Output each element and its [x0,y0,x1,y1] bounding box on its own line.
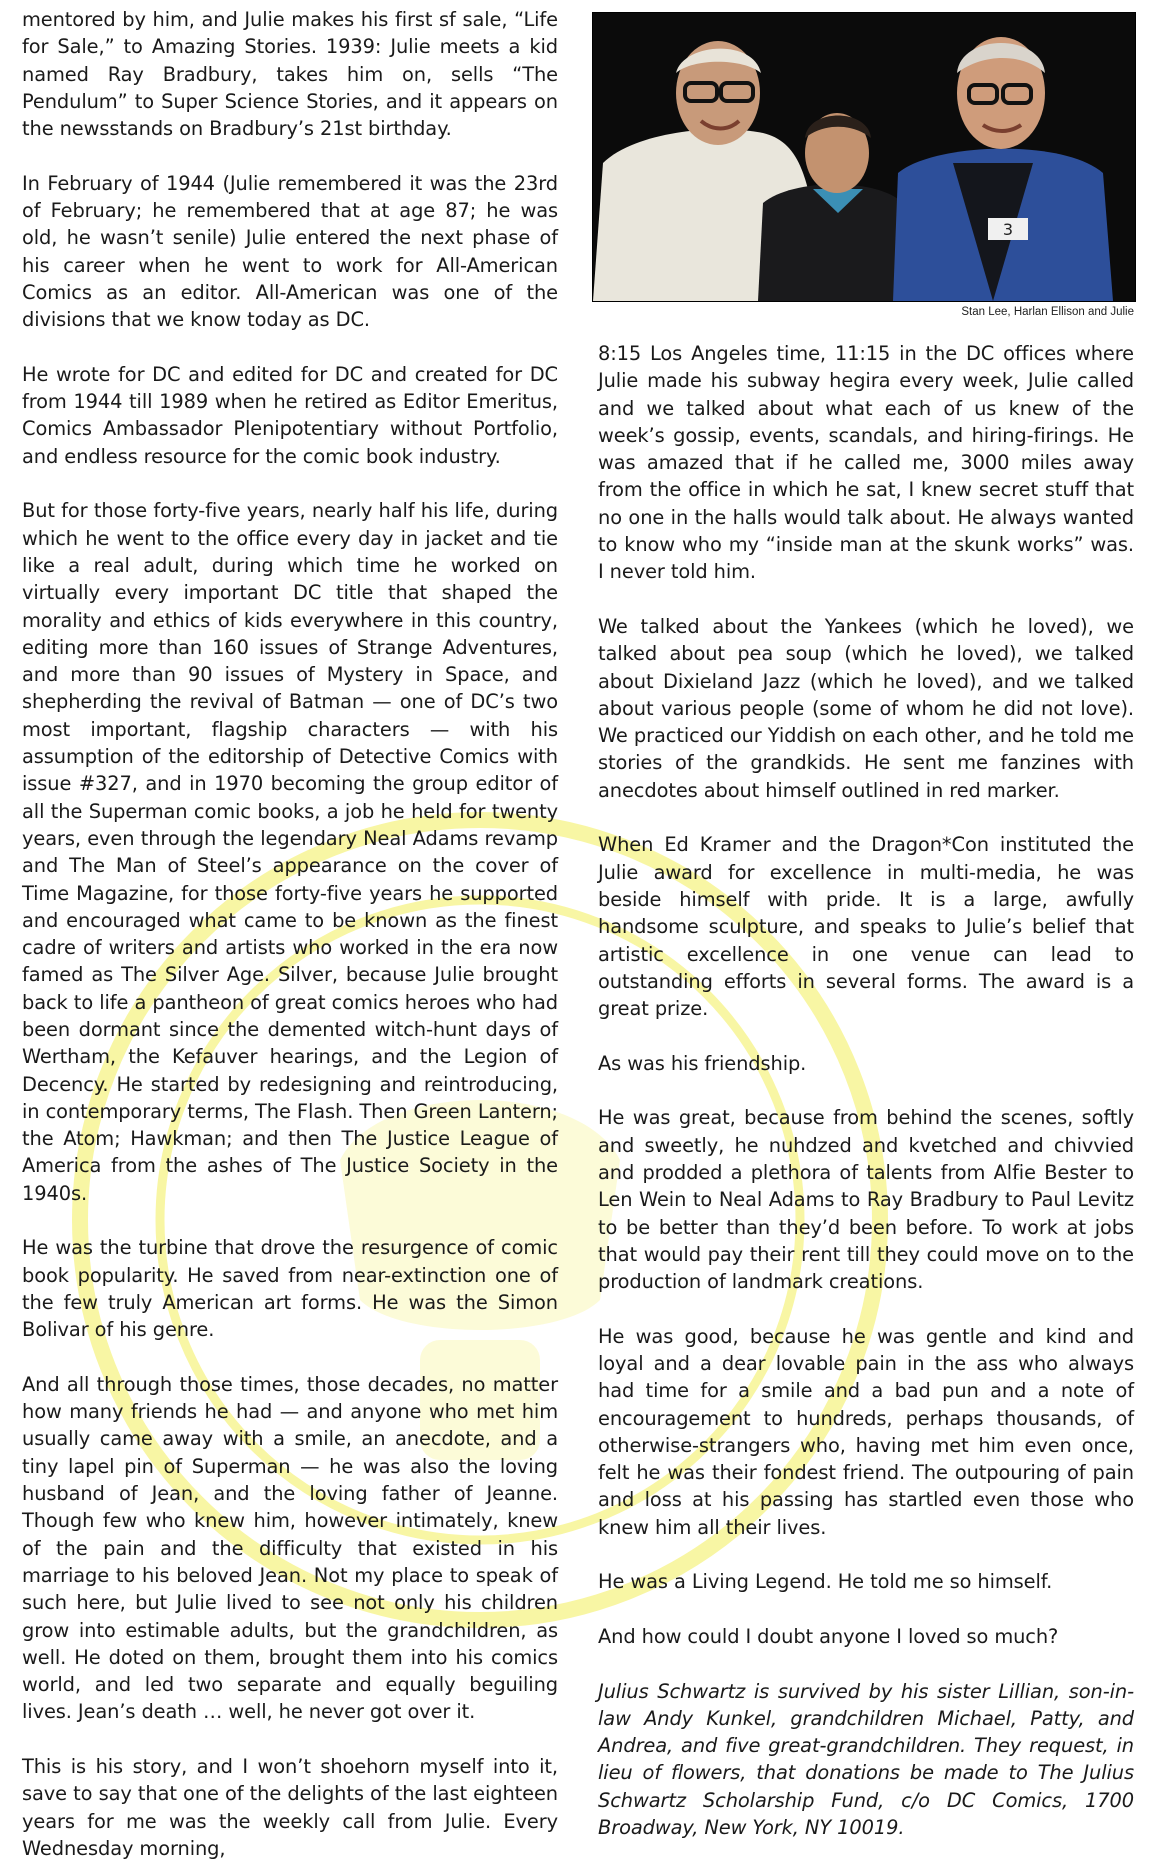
paragraph: And all through those times, those decades, no matter how many friends he had — and anyone who met him usually came away with a smile, an anecdote, and a tiny lapel pin of Superman — he was also the loving husband of Jean, and the loving father of Jeanne. Though few who knew him, however intimately, knew of the pain and the difficulty that existed in his marriage to his beloved Jean. Not my place to speak of such here, but Julie lived to see not only his children grow into estimable adults, but the grandchildren, as well. He doted on them, brought them into his comics world, and led two separate and equally beguiling lives. Jean’s death … well, he never got over it. [22,1372,558,1724]
badge-number: 3 [1002,220,1014,239]
paragraph: We talked about the Yankees (which he loved), we talked about pea soup (which he loved), we talked about Dixieland Jazz (which he loved), and we talked about various people (some of whom he did not love). We practiced our Yiddish on each other, and he told me stories of the grandkids. He sent me fanzines with anecdotes about himself outlined in red marker. [598,614,1134,802]
paragraph: In February of 1944 (Julie remembered it was the 23rd of February; he remembered that at age 87; he was old, he wasn’t senile) Julie entered the next phase of his career when he went to work for All-American Comics as an editor. All-American was one of the divisions that we know today as DC. [22,171,558,332]
left-column [22,6,558,1862]
paragraph: 8:15 Los Angeles time, 11:15 in the DC offices where Julie made his subway hegira every week, Julie called and we talked about what each of us knew of the week’s gossip, events, scandals, and hiring-firings. He was amazed that if he called me, 3000 miles away from the office in which he sat, I knew secret stuff that no one in the halls would talk about. He always wanted to know who my “inside man at the skunk works” was. I never told him. [598,342,1134,584]
obituary-note: Julius Schwartz is survived by his sister Lillian, son-in-law Andy Kunkel, grandchildren Michael, Patty, and Andrea, and five great-grandchildren. They request, in lieu of flowers, that donations be made to The Julius Schwartz Scholarship Fund, c/o DC Comics, 1700 Broadway, New York, NY 10019. [598,1679,1134,1840]
paragraph: mentored by him, and Julie makes his first sf sale, “Life for Sale,” to Amazing Stories. 1939: Julie meets a kid named Ray Bradbury, takes him on, sells “The Pendulum” to Super Science Stories, and it appears on the newsstands on Bradbury’s 21st birthday. [22,8,558,141]
paragraph: He was a Living Legend. He told me so himself. [598,1570,1053,1594]
paragraph: He was great, because from behind the scenes, softly and sweetly, he nuhdzed and kvetched and chivvied and prodded a plethora of talents from Alfie Bester to Len Wein to Neal Adams to Ray Bradbury to Paul Levitz to be better than they’d been before. To work at jobs that would pay their rent till they could move on to the production of landmark creations. [598,1106,1134,1294]
paragraph: But for those forty-five years, nearly half his life, during which he went to the office every day in jacket and tie like a real adult, during which time he worked on virtually every important DC title that shaped the morality and ethics of kids everywhere in this country, editing more than 160 issues of Strange Adventures, and more than 90 issues of Mystery in Space, and shepherding the revival of Batman — one of DC’s two most important, flagship characters — with his assumption of the editorship of Detective Comics with issue #327, and in 1970 becoming the group editor of all the Superman comic books, a job he held for twenty years, even through the legendary Neal Adams revamp and The Man of Steel’s appearance on the cover of Time Magazine, for those forty-five years he supported and encouraged what came to be known as the finest cadre of writers and artists who worked in the era now famed as The Silver Age. Silver, because Julie brought back to life a pantheon of great comics heroes who had been dormant since the demented witch-hunt days of Wertham, the Kefauver hearings, and the Legion of Decency. He started by redesigning and reintroducing, in contemporary terms, The Flash. Then Green Lantern; the Atom; Hawkman; and then The Justice League of America from the ashes of The Justice Society in the 1940s. [22,499,558,1205]
paragraph: This is his story, and I won’t shoehorn myself into it, save to say that one of the delights of the last eighteen years for me was the weekly call from Julie. Every Wednesday morning, [22,1755,558,1860]
photo [592,12,1136,302]
paragraph: He was the turbine that drove the resurgence of comic book popularity. He saved from near-extinction one of the few truly American art forms. He was the Simon Bolivar of his genre. [22,1236,558,1342]
photo-caption: Stan Lee, Harlan Ellison and Julie [961,306,1134,318]
paragraph: When Ed Kramer and the Dragon*Con instituted the Julie award for excellence in multi-media, he was beside himself with pride. It is a large, awfully handsome sculpture, and speaks to Julie’s belief that artistic excellence in one venue can lead to outstanding efforts in several forms. The award is a great prize. [598,833,1134,1021]
paragraph: As was his friendship. [598,1051,807,1075]
paragraph: And how could I doubt anyone I loved so much? [598,1624,1059,1648]
paragraph: He wrote for DC and edited for DC and created for DC from 1944 till 1989 when he retired as Editor Emeritus, Comics Ambassador Plenipotentiary without Portfolio, and endless resource for the comic book industry. [22,362,558,468]
photo-image [593,13,1135,301]
paragraph: He was good, because he was gentle and kind and loyal and a dear lovable pain in the ass who always had time for a smile and a bad pun and a note of encouragement to hundreds, perhaps thousands, of otherwise-strangers who, having met him even once, felt he was their fondest friend. The outpouring of pain and loss at his passing has startled even those who knew him all their lives. [598,1324,1134,1539]
right-column [598,340,1134,1841]
